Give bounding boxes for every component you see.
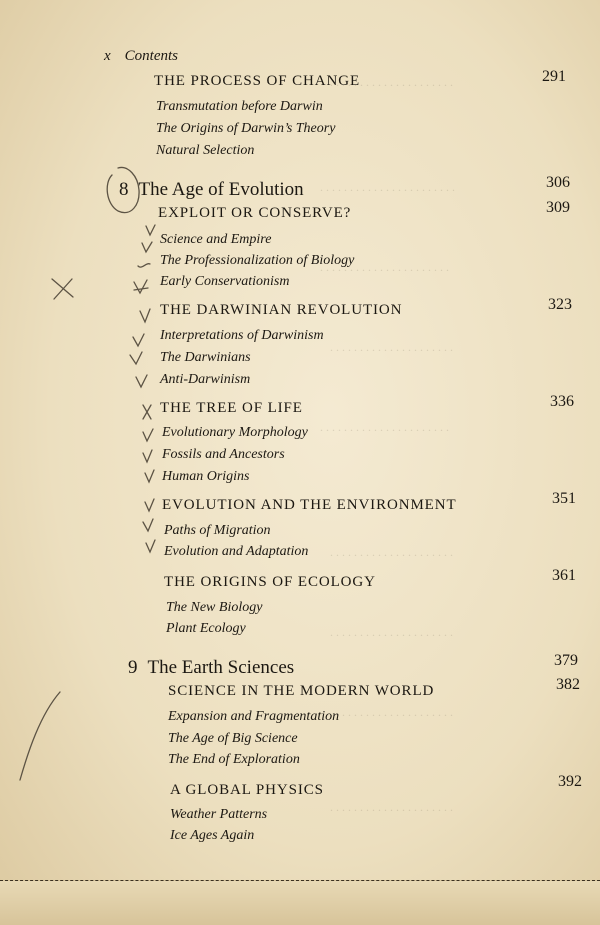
toc-subsection: Interpretations of Darwinism	[160, 328, 324, 343]
show-through-text: . . . . . . . . . . . . . . . . . . . . .	[330, 625, 453, 639]
pencil-check-mark	[143, 519, 153, 531]
pencil-check-mark	[143, 405, 151, 419]
toc-section-title: THE ORIGINS OF ECOLOGY	[164, 574, 376, 590]
toc-page-number: 382	[556, 676, 580, 693]
pencil-stray-line	[20, 692, 60, 780]
pencil-check-mark	[134, 280, 148, 293]
toc-subsection: Science and Empire	[160, 232, 272, 247]
show-through-text: . . . . . . . . . . . . . . . . . . . . .	[330, 705, 453, 719]
toc-page-number: 392	[558, 773, 582, 790]
toc-page-number: 323	[548, 296, 572, 313]
page-roman-numeral: x	[104, 48, 111, 64]
toc-page-number: 306	[546, 174, 570, 191]
toc-subsection: The Darwinians	[160, 350, 251, 365]
pencil-check-mark	[145, 499, 154, 511]
toc-page-number: 361	[552, 567, 576, 584]
toc-subsection: Natural Selection	[156, 143, 255, 158]
toc-subsection: Fossils and Ancestors	[162, 447, 285, 462]
toc-page-number: 336	[550, 393, 574, 410]
header-label: Contents	[124, 48, 179, 64]
pencil-check-mark	[146, 225, 155, 235]
toc-section-title: A GLOBAL PHYSICS	[170, 782, 324, 798]
pencil-check-mark	[146, 540, 155, 552]
toc-chapter-title	[128, 657, 294, 679]
page-bottom-edge	[0, 880, 600, 925]
show-through-text: . . . . . . . . . . . . . . . . . . . . . . .	[320, 180, 455, 194]
pencil-check-mark	[142, 242, 152, 252]
toc-subsection: Human Origins	[162, 469, 250, 484]
toc-section-title: SCIENCE IN THE MODERN WORLD	[168, 683, 435, 699]
toc-subsection: Anti-Darwinism	[160, 372, 251, 387]
toc-subsection: The New Biology	[166, 600, 263, 615]
chapter-title: The Earth Sciences	[147, 657, 295, 678]
show-through-text: . . . . . . . . . . . . . . . . . . . . .	[330, 340, 453, 354]
toc-subsection: The Age of Big Science	[168, 731, 298, 746]
chapter-number: 8	[119, 179, 129, 200]
pencil-check-mark	[130, 352, 142, 364]
toc-section-title: THE TREE OF LIFE	[160, 400, 303, 416]
toc-section-title: EXPLOIT OR CONSERVE?	[158, 205, 352, 221]
toc-page-number: 379	[554, 652, 578, 669]
toc-section-title: THE PROCESS OF CHANGE	[154, 73, 361, 89]
toc-section-title: THE DARWINIAN REVOLUTION	[160, 302, 403, 318]
chapter-number: 9	[128, 657, 138, 678]
toc-subsection: Ice Ages Again	[170, 828, 255, 843]
toc-subsection: Transmutation before Darwin	[156, 99, 323, 114]
toc-subsection: The Professionalization of Biology	[160, 253, 355, 268]
show-through-text: . . . . . . . . . . . . . . . . . . . . .	[330, 75, 453, 89]
pencil-check-mark	[145, 470, 154, 482]
pencil-check-mark	[140, 309, 150, 322]
toc-subsection: Paths of Migration	[164, 523, 271, 538]
show-through-text: . . . . . . . . . . . . . . . . . . . . .	[330, 800, 453, 814]
toc-page-number: 291	[542, 68, 566, 85]
toc-subsection: The End of Exploration	[168, 752, 300, 767]
toc-subsection: Plant Ecology	[166, 621, 246, 636]
toc-subsection: The Origins of Darwin’s Theory	[156, 121, 336, 136]
toc-subsection: Evolutionary Morphology	[162, 425, 308, 440]
chapter-title: The Age of Evolution	[138, 179, 304, 200]
toc-subsection: Evolution and Adaptation	[164, 544, 309, 559]
toc-page-number: 309	[546, 199, 570, 216]
toc-section-title: EVOLUTION AND THE ENVIRONMENT	[162, 497, 457, 513]
show-through-text: . . . . . . . . . . . . . . . . . . . . .	[330, 545, 453, 559]
show-through-text: . . . . . . . . . . . . . . . . . . . . . .	[320, 420, 449, 434]
pencil-check-mark	[143, 429, 153, 441]
pencil-check-mark	[143, 450, 152, 462]
toc-subsection: Weather Patterns	[170, 807, 268, 822]
pencil-check-mark	[136, 375, 147, 387]
pencil-x-mark	[52, 279, 73, 299]
show-through-text: . . . . . . . . . . . . . . . . . . . . . .	[320, 260, 449, 274]
toc-chapter-title	[119, 179, 304, 201]
toc-page-number: 351	[552, 490, 576, 507]
running-header	[104, 48, 178, 65]
pencil-check-mark	[138, 264, 150, 267]
toc-subsection: Early Conservationism	[160, 274, 290, 289]
pencil-check-mark	[133, 334, 144, 346]
toc-subsection: Expansion and Fragmentation	[168, 709, 340, 724]
